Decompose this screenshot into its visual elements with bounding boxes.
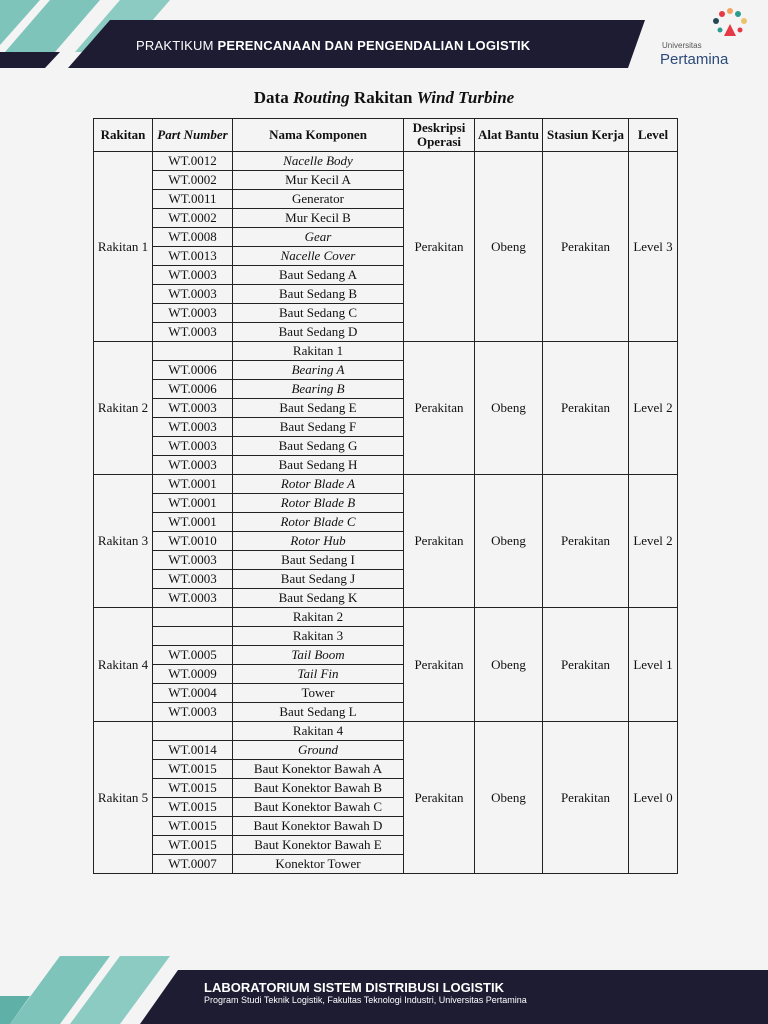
nama-komponen-cell: Baut Konektor Bawah C [233,798,404,817]
nama-komponen-cell: Konektor Tower [233,855,404,874]
level-cell: Level 3 [629,152,678,342]
nama-komponen-cell: Baut Sedang F [233,418,404,437]
nama-komponen-cell: Rakitan 1 [233,342,404,361]
rakitan-cell: Rakitan 4 [94,608,153,722]
part-number-cell: WT.0015 [153,779,233,798]
part-number-cell: WT.0003 [153,589,233,608]
nama-komponen-cell: Baut Sedang D [233,323,404,342]
part-number-cell [153,722,233,741]
deskripsi-operasi-cell: Perakitan [404,722,475,874]
header-banner [0,0,768,70]
part-number-cell: WT.0007 [153,855,233,874]
part-number-cell: WT.0003 [153,323,233,342]
stasiun-kerja-cell: Perakitan [543,475,629,608]
part-number-cell: WT.0015 [153,836,233,855]
nama-komponen-cell: Bearing B [233,380,404,399]
part-number-cell: WT.0003 [153,456,233,475]
table-row [94,342,678,361]
table-header-row [94,119,678,152]
nama-komponen-cell: Baut Sedang K [233,589,404,608]
part-number-cell: WT.0015 [153,817,233,836]
deskripsi-operasi-cell: Perakitan [404,152,475,342]
alat-bantu-cell: Obeng [475,722,543,874]
nama-komponen-cell: Baut Konektor Bawah E [233,836,404,855]
alat-bantu-cell: Obeng [475,608,543,722]
nama-komponen-cell: Baut Konektor Bawah A [233,760,404,779]
header-title: PRAKTIKUM PERENCANAAN DAN PENGENDALIAN LOGISTIK [136,38,531,53]
part-number-cell: WT.0003 [153,399,233,418]
stasiun-kerja-cell: Perakitan [543,608,629,722]
nama-komponen-cell: Baut Sedang I [233,551,404,570]
logo-university-text: Universitas [662,41,702,50]
nama-komponen-cell: Baut Sedang G [233,437,404,456]
deskripsi-operasi-cell: Perakitan [404,342,475,475]
part-number-cell: WT.0001 [153,475,233,494]
col-header-level: Level [629,119,678,152]
rakitan-cell: Rakitan 2 [94,342,153,475]
part-number-cell: WT.0002 [153,209,233,228]
stasiun-kerja-cell: Perakitan [543,722,629,874]
table-row [94,152,678,171]
nama-komponen-cell: Baut Sedang J [233,570,404,589]
table-row [94,608,678,627]
deskripsi-operasi-cell: Perakitan [404,608,475,722]
nama-komponen-cell: Bearing A [233,361,404,380]
part-number-cell: WT.0011 [153,190,233,209]
footer-lab-name: LABORATORIUM SISTEM DISTRIBUSI LOGISTIK [204,980,504,995]
nama-komponen-cell: Nacelle Cover [233,247,404,266]
nama-komponen-cell: Generator [233,190,404,209]
nama-komponen-cell: Tower [233,684,404,703]
alat-bantu-cell: Obeng [475,475,543,608]
nama-komponen-cell: Nacelle Body [233,152,404,171]
part-number-cell: WT.0003 [153,304,233,323]
nama-komponen-cell: Rotor Blade C [233,513,404,532]
part-number-cell: WT.0003 [153,285,233,304]
nama-komponen-cell: Mur Kecil A [233,171,404,190]
rakitan-cell: Rakitan 1 [94,152,153,342]
table-row [94,475,678,494]
nama-komponen-cell: Ground [233,741,404,760]
nama-komponen-cell: Rakitan 4 [233,722,404,741]
part-number-cell: WT.0013 [153,247,233,266]
part-number-cell: WT.0008 [153,228,233,247]
level-cell: Level 2 [629,475,678,608]
alat-bantu-cell: Obeng [475,152,543,342]
part-number-cell: WT.0001 [153,513,233,532]
part-number-cell: WT.0002 [153,171,233,190]
part-number-cell: WT.0012 [153,152,233,171]
nama-komponen-cell: Baut Sedang L [233,703,404,722]
part-number-cell: WT.0006 [153,380,233,399]
nama-komponen-cell: Baut Sedang H [233,456,404,475]
nama-komponen-cell: Baut Sedang A [233,266,404,285]
part-number-cell [153,608,233,627]
level-cell: Level 1 [629,608,678,722]
stasiun-kerja-cell: Perakitan [543,152,629,342]
col-header-stasiun-kerja: Stasiun Kerja [543,119,629,152]
part-number-cell: WT.0001 [153,494,233,513]
part-number-cell: WT.0009 [153,665,233,684]
col-header-rakitan: Rakitan [94,119,153,152]
part-number-cell: WT.0004 [153,684,233,703]
part-number-cell: WT.0015 [153,798,233,817]
nama-komponen-cell: Baut Konektor Bawah B [233,779,404,798]
nama-komponen-cell: Mur Kecil B [233,209,404,228]
part-number-cell [153,342,233,361]
table-body [94,152,678,874]
part-number-cell: WT.0010 [153,532,233,551]
nama-komponen-cell: Baut Sedang B [233,285,404,304]
level-cell: Level 2 [629,342,678,475]
rakitan-cell: Rakitan 5 [94,722,153,874]
col-header-deskripsi-operasi: Deskripsi Operasi [404,119,475,152]
nama-komponen-cell: Baut Sedang E [233,399,404,418]
part-number-cell: WT.0005 [153,646,233,665]
part-number-cell: WT.0003 [153,570,233,589]
nama-komponen-cell: Baut Konektor Bawah D [233,817,404,836]
part-number-cell: WT.0003 [153,437,233,456]
alat-bantu-cell: Obeng [475,342,543,475]
part-number-cell [153,627,233,646]
table-row [94,722,678,741]
nama-komponen-cell: Tail Boom [233,646,404,665]
logo-name-text: Pertamina [660,51,729,68]
footer-program-text: Program Studi Teknik Logistik, Fakultas Teknologi Industri, Universitas Pertamina [204,995,527,1005]
part-number-cell: WT.0003 [153,418,233,437]
stasiun-kerja-cell: Perakitan [543,342,629,475]
part-number-cell: WT.0014 [153,741,233,760]
nama-komponen-cell: Rotor Blade A [233,475,404,494]
col-header-nama-komponen: Nama Komponen [233,119,404,152]
nama-komponen-cell: Tail Fin [233,665,404,684]
nama-komponen-cell: Rakitan 3 [233,627,404,646]
part-number-cell: WT.0006 [153,361,233,380]
routing-table [93,118,678,874]
nama-komponen-cell: Gear [233,228,404,247]
document-title: Data Routing Rakitan Wind Turbine [253,88,515,107]
nama-komponen-cell: Rakitan 2 [233,608,404,627]
rakitan-cell: Rakitan 3 [94,475,153,608]
part-number-cell: WT.0015 [153,760,233,779]
deskripsi-operasi-cell: Perakitan [404,475,475,608]
nama-komponen-cell: Rotor Blade B [233,494,404,513]
nama-komponen-cell: Baut Sedang C [233,304,404,323]
nama-komponen-cell: Rotor Hub [233,532,404,551]
part-number-cell: WT.0003 [153,703,233,722]
part-number-cell: WT.0003 [153,266,233,285]
col-header-part-number: Part Number [153,119,233,152]
col-header-alat-bantu: Alat Bantu [475,119,543,152]
part-number-cell: WT.0003 [153,551,233,570]
level-cell: Level 0 [629,722,678,874]
